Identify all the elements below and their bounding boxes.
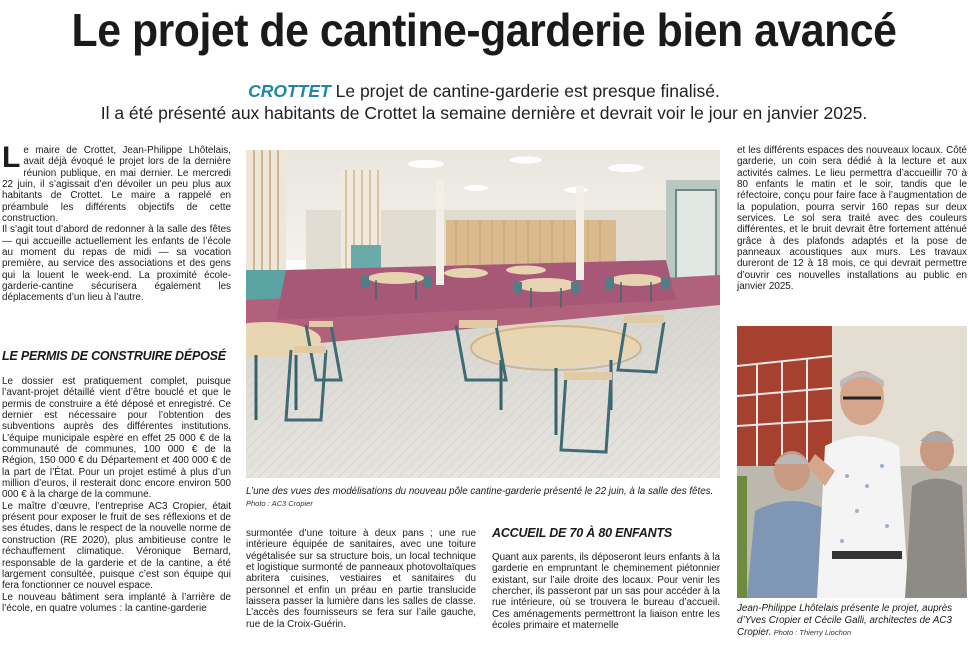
paragraph: surmontée d’une toiture à deux pans ; une rue intérieure équipée de sanitaires, avec une toiture végétalisée sur sa structure bois, un local technique et logistique surmonté de panneaux photovoltaïques abritera cuisines, vestiaires et sanitaires du personnel et enfin un préau en partie translucide laissera passer la lumière dans les salles de classe. L’accès des fournisseurs se fera sur l’aile gauche, rue de la Croix-Guérin.: [246, 528, 476, 630]
caption-text: Jean-Philippe Lhôtelais présente le projet, auprès d’Yves Cropier et Cécile Galli, architectes de AC3 Cropier.: [737, 603, 953, 638]
headline: Le projet de cantine-garderie bien avancé: [71, 4, 897, 56]
subhead-accueil: ACCUEIL DE 70 À 80 ENFANTS: [492, 526, 673, 540]
chapeau-text-1: Le projet de cantine-garderie est presque finalisé.: [330, 81, 720, 101]
cafeteria-rendering-image: [246, 150, 720, 478]
article-column-3: [492, 552, 720, 631]
paragraph: Le dossier est pratiquement complet, puisque l’avant-projet détaillé vient d’être bouclé et que le permis de construire a été déposé et enregistré. Ce dernier est nécessaire pour l’obtention des subventions auprès des différentes institutions. L’équipe municipale espère en effet 25 000 € de la communauté de communes, 100 000 € de la Région, 150 000 € du Département et 400 000 € de la part de l’État. Pour un projet estimé à plus d’un million d’euros, il resterait donc encore environ 500 000 € à la charge de la commune.: [2, 376, 231, 501]
side-photo: [737, 326, 967, 598]
main-photo-caption: [246, 486, 720, 510]
article-column-1: [2, 141, 231, 304]
article-column-4: [737, 145, 967, 292]
caption-text: L’une des vues des modélisations du nouveau pôle cantine-garderie présenté le 22 juin, à la salle des fêtes.: [246, 486, 714, 497]
subhead-permis: LE PERMIS DE CONSTRUIRE DÉPOSÉ: [2, 349, 226, 363]
paragraph: Quant aux parents, ils déposeront leurs enfants à la garderie en empruntant le cheminement piétonnier existant, sur l’aile droite des locaux. Pour venir les chercher, ils passeront par un sas pour accéder à la rue intérieure, où se trouvera le bureau d’accueil. Ces aménagements permettront la liaison entre les écoles primaire et maternelle: [492, 552, 720, 632]
paragraph: Il s’agit tout d’abord de redonner à la salle des fêtes — qui accueille actuellement les enfants de l’école au moment du repas de midi — sa vocation première, au service des associations et des gens qui la louent le week-end. La proximité école-garderie-cantine sécurisera également les déplacements d’un lieu à l’autre.: [2, 224, 231, 304]
paragraph: Le nouveau bâtiment sera implanté à l’arrière de l’école, en quatre volumes : la cantine-garderie: [2, 591, 231, 614]
kicker-location: CROTTET: [248, 81, 331, 101]
article-column-2: [246, 528, 476, 630]
paragraph: Le maître d’œuvre, l’entreprise AC3 Cropier, était présent pour exposer le fruit de ses réflexions et de ses études, dans le respect de la nouvelle norme de construction (RE 2020), plus ambitieuse contre le réchauffement climatique. Véronique Bernard, responsable de la garderie et de la cantine, a été largement consultée, puisque c’est son équipe qui fera fonctionner ce nouvel espace.: [2, 500, 231, 592]
chapeau: [0, 80, 968, 124]
side-photo-caption: [737, 603, 967, 639]
article-column-1-continued: [2, 376, 231, 614]
main-photo: [246, 150, 720, 478]
paragraph-text: e maire de Crottet, Jean-Philippe Lhôtelais, avait déjà évoqué le projet lors de la dernière réunion publique, en mai dernier. Le mercredi 22 juin, il s’agissait d’en dévoiler un peu plus aux habitants de Crottet. Le maire a rappelé en préambule les différents objectifs de cette construction.: [2, 145, 231, 225]
chapeau-line-2: Il a été présenté aux habitants de Crottet la semaine dernière et devrait voir le jour en janvier 2025.: [100, 103, 868, 123]
dropcap: L: [2, 141, 21, 174]
photo-credit: Photo : Thierry Liochon: [771, 628, 852, 637]
paragraph: [2, 141, 231, 225]
chapeau-line-1: [0, 80, 968, 102]
paragraph: et les différents espaces des nouveaux locaux. Côté garderie, un coin sera dédié à la lecture et aux activités calmes. Le lieu permettra d’accueillir 70 à 80 enfants le matin et le soir, tandis que le réfectoire, conçu pour faire face à l’augmentation de la population, pourra servir 160 repas sur deux services. Le sol sera traité avec des couleurs différentes, et le bruit devrait être fortement atténué grâce à des plafonds adaptés et la pose de panneaux acoustiques aux murs. Les travaux dureront de 12 à 18 mois, ce qui devrait permettre d’ouvrir ces nouvelles installations au public en janvier 2025.: [737, 145, 967, 293]
photo-credit: Photo : AC3 Cropier: [246, 499, 313, 508]
presentation-photo-image: [737, 326, 967, 598]
